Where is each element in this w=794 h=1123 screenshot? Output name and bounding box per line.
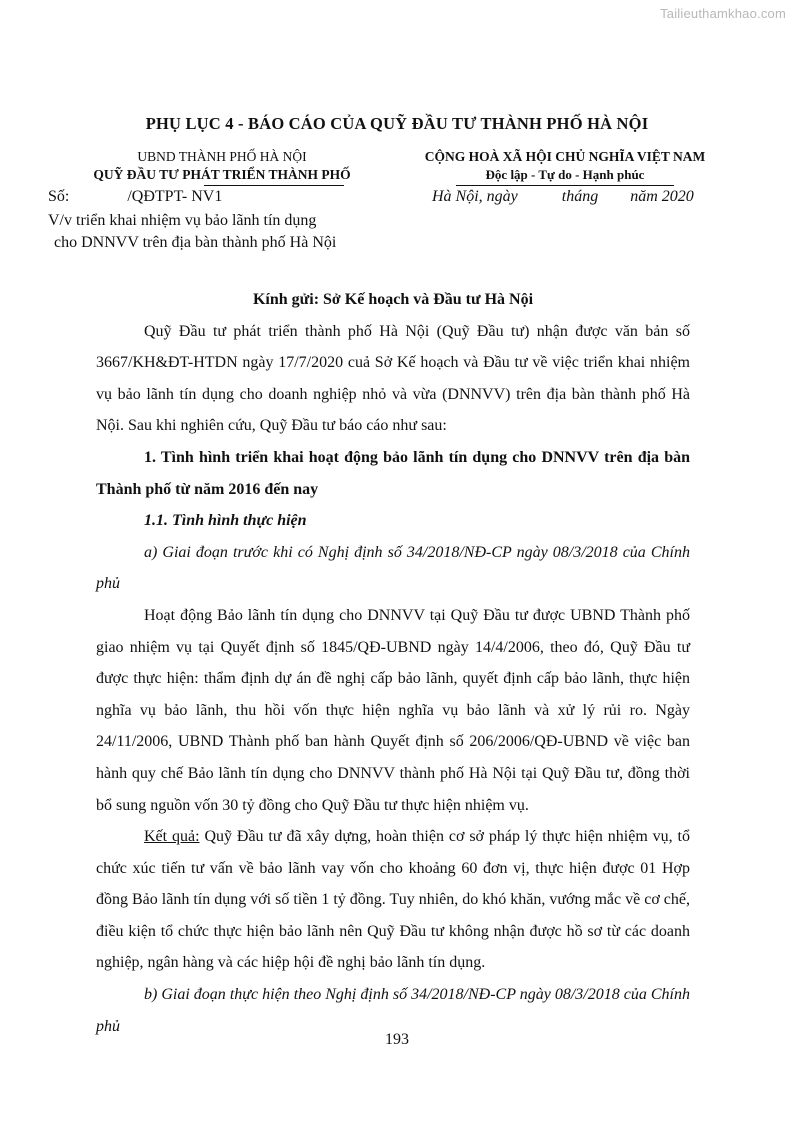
results-text: Quỹ Đầu tư đã xây dựng, hoàn thiện cơ sở pháp lý thực hiện nhiệm vụ, tổ chức xúc tiến tư vấn về bảo lãnh vay vốn cho khoảng 60 đơn vị, thực hiện được 01 Hợp đồng Bảo lãnh tín dụng với số tiền 1 tỷ đồng. Tuy nhiên, do khó khăn, vướng mắc về cơ chế, điều kiện tổ chức thực hiện bảo lãnh nên Quỹ Đầu tư không nhận được hồ sơ từ các doanh nghiệp, ngân hàng và các hiệp hội đề nghị bảo lãnh tín dụng.	[96, 828, 690, 972]
subsection-heading-b: b) Giai đoạn thực hiện theo Nghị định số 34/2018/NĐ-CP ngày 08/3/2018 của Chính phủ	[96, 986, 690, 1035]
document-number-label: Số:	[48, 188, 70, 205]
date-year: năm 2020	[630, 188, 694, 205]
section-heading-1: 1. Tình hình triển khai hoạt động bảo lãnh tín dụng cho DNNVV trên địa bàn Thành phố từ năm 2016 đến nay	[96, 448, 690, 498]
page-number: 193	[385, 1031, 409, 1048]
issuer-underline	[204, 185, 344, 186]
subsection-heading-a: a) Giai đoạn trước khi có Nghị định số 34/2018/NĐ-CP ngày 08/3/2018 của Chính phủ	[96, 543, 690, 593]
national-motto: Độc lập - Tự do - Hạnh phúc	[485, 167, 645, 182]
paragraph-intro: Quỹ Đầu tư phát triển thành phố Hà Nội (Quỹ Đầu tư) nhận được văn bản số 3667/KH&ĐT-HTDN ngày 17/7/2020 cuả Sở Kế hoạch và Đầu tư về việc triển khai nhiệm vụ bảo lãnh tín dụng cho doanh nghiệp nhỏ và vừa (DNNVV) trên địa bàn thành phố Hà Nội. Sau khi nghiên cứu, Quỹ Đầu tư báo cáo như sau:	[96, 322, 690, 435]
paragraph-background: Hoạt động Bảo lãnh tín dụng cho DNNVV tại Quỹ Đầu tư được UBND Thành phố giao nhiệm vụ tại Quyết định số 1845/QĐ-UBND ngày 14/4/2006, theo đó, Quỹ Đầu tư được thực hiện: thẩm định dự án đề nghị cấp bảo lãnh, quyết định cấp bảo lãnh, thực hiện nghĩa vụ bảo lãnh, thu hồi vốn thực hiện nghĩa vụ bảo lãnh và xử lý rủi ro. Ngày 24/11/2006, UBND Thành phố ban hành Quyết định số 206/2006/QĐ-UBND về việc ban hành quy chế Bảo lãnh tín dụng cho DNNVV thành phố Hà Nội tại Quỹ Đầu tư, đồng thời bổ sung nguồn vốn 30 tỷ đồng cho Quỹ Đầu tư thực hiện nhiệm vụ.	[96, 606, 690, 814]
paragraph-results	[96, 821, 690, 979]
nation-name: CỘNG HOÀ XÃ HỘI CHỦ NGHĨA VIỆT NAM	[424, 149, 706, 164]
document-body	[96, 284, 690, 1042]
issuer-block	[72, 148, 372, 186]
watermark: Tailieuthamkhao.com	[660, 6, 786, 21]
national-header	[400, 148, 730, 186]
date-place: Hà Nội, ngày	[432, 188, 518, 205]
results-label: Kết quả:	[144, 828, 200, 846]
document-number-value: /QĐTPT- NV1	[127, 188, 223, 205]
recipient-line: Kính gửi: Sở Kế hoạch và Đầu tư Hà Nội	[252, 291, 534, 308]
appendix-title: PHỤ LỤC 4 - BÁO CÁO CỦA QUỸ ĐẦU TƯ THÀNH PHỐ HÀ NỘI	[145, 114, 649, 133]
date-line	[432, 188, 694, 206]
subject-summary	[48, 210, 336, 254]
issuer-parent-org: UBND THÀNH PHỐ HÀ NỘI	[137, 149, 307, 164]
section-heading-1-1: 1.1. Tình hình thực hiện	[144, 512, 307, 530]
subject-line-1: V/v triển khai nhiệm vụ bảo lãnh tín dụng	[48, 212, 317, 229]
motto-underline	[456, 185, 674, 186]
document-number	[48, 188, 222, 206]
date-month: tháng	[561, 188, 599, 205]
issuer-org-name: QUỸ ĐẦU TƯ PHÁT TRIỂN THÀNH PHỐ	[93, 167, 351, 182]
subject-line-2: cho DNNVV trên địa bàn thành phố Hà Nội	[54, 234, 337, 251]
